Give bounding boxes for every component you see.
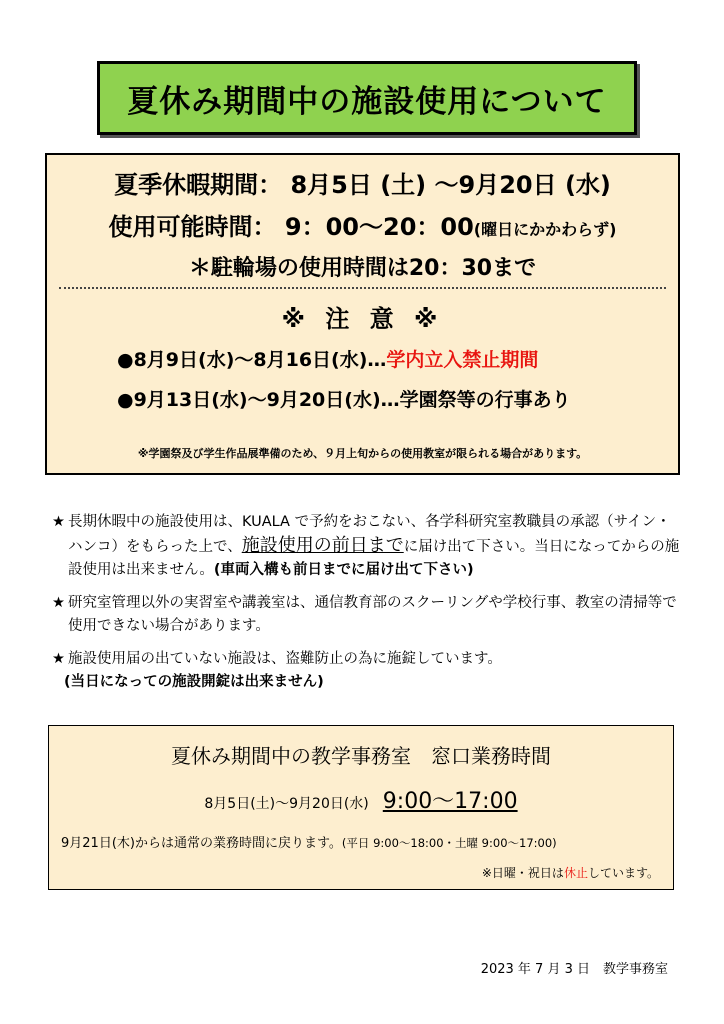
regular-hours-detail: (平日 9:00～18:00・土曜 9:00～17:00) bbox=[341, 836, 557, 850]
notice-closure bbox=[117, 345, 538, 372]
period-info-box bbox=[45, 153, 680, 475]
usable-hours-note: (曜日にかかわらず) bbox=[473, 220, 617, 239]
note1-emphasis: 施設使用の前日まで bbox=[241, 535, 404, 556]
regular-hours-note bbox=[61, 832, 557, 851]
vacation-period: 夏季休暇期間： 8月5日 (土) ～9月20日 (水) bbox=[114, 171, 611, 199]
dotted-divider bbox=[59, 287, 666, 289]
regular-hours-main: 9月21日(木)からは通常の業務時間に戻ります。 bbox=[61, 836, 342, 851]
note1-text-2: に届け出て下さい。当日になってからの施設使用は出来ません。 bbox=[68, 539, 680, 578]
notes-list bbox=[52, 511, 682, 704]
closed-label: 休止 bbox=[563, 866, 588, 880]
office-hours-period bbox=[49, 784, 673, 815]
note3-text: 施設使用届の出ていない施設は、盗難防止の為に施錠しています。 bbox=[68, 651, 502, 667]
usable-hours-main: 使用可能時間： 9：00～20：00 bbox=[108, 213, 474, 241]
holiday-closure-note bbox=[482, 864, 659, 881]
office-hours-dates: 8月5日(土)～9月20日(水) bbox=[204, 796, 369, 812]
note1-vehicle-note: (車両入構も前日までに届け出て下さい) bbox=[213, 562, 474, 578]
bicycle-parking-hours: ＊駐輪場の使用時間は20：30まで bbox=[188, 256, 537, 281]
closed-suffix: しています。 bbox=[587, 866, 659, 880]
notice-festival: ●9月13日(水)～9月20日(水)…学園祭等の行事あり bbox=[117, 389, 571, 411]
note1-text-1: 長期休暇中の施設使用は、KUALA で予約をおこない、各学科研究室教職員の承認（サイン・ハンコ）をもらった上で、 bbox=[68, 514, 671, 555]
usable-hours bbox=[47, 207, 678, 242]
note3-subnote: (当日になっての施設開錠は出来ません) bbox=[64, 674, 324, 690]
classroom-limit-note: ※学園祭及び学生作品展準備のため、９月上旬からの使用教室が限られる場合があります。 bbox=[137, 447, 588, 460]
note-item bbox=[52, 648, 682, 694]
office-hours-time: 9:00～17:00 bbox=[382, 789, 518, 814]
office-hours-title: 夏休み期間中の教学事務室 窓口業務時間 bbox=[171, 744, 551, 768]
caution-heading: ※ 注 意 ※ bbox=[281, 305, 444, 333]
closed-prefix: ※日曜・祝日は bbox=[481, 866, 564, 880]
note2-text: 研究室管理以外の実習室や講義室は、通信教育部のスクーリングや学校行事、教室の清掃等で使用できない場合があります。 bbox=[68, 595, 677, 634]
star-icon: ★ bbox=[52, 595, 65, 611]
office-hours-box bbox=[48, 725, 674, 890]
page-title: 夏休み期間中の施設使用について bbox=[97, 61, 637, 135]
star-icon: ★ bbox=[52, 651, 65, 667]
note-item bbox=[52, 511, 682, 582]
notice-closure-label: 学内立入禁止期間 bbox=[386, 349, 539, 371]
footer-date-office: 2023 年 7 月 3 日 教学事務室 bbox=[480, 962, 668, 977]
star-icon: ★ bbox=[52, 514, 65, 530]
note-item bbox=[52, 592, 682, 638]
notice-closure-dates: ●8月9日(水)～8月16日(水)… bbox=[117, 349, 387, 371]
